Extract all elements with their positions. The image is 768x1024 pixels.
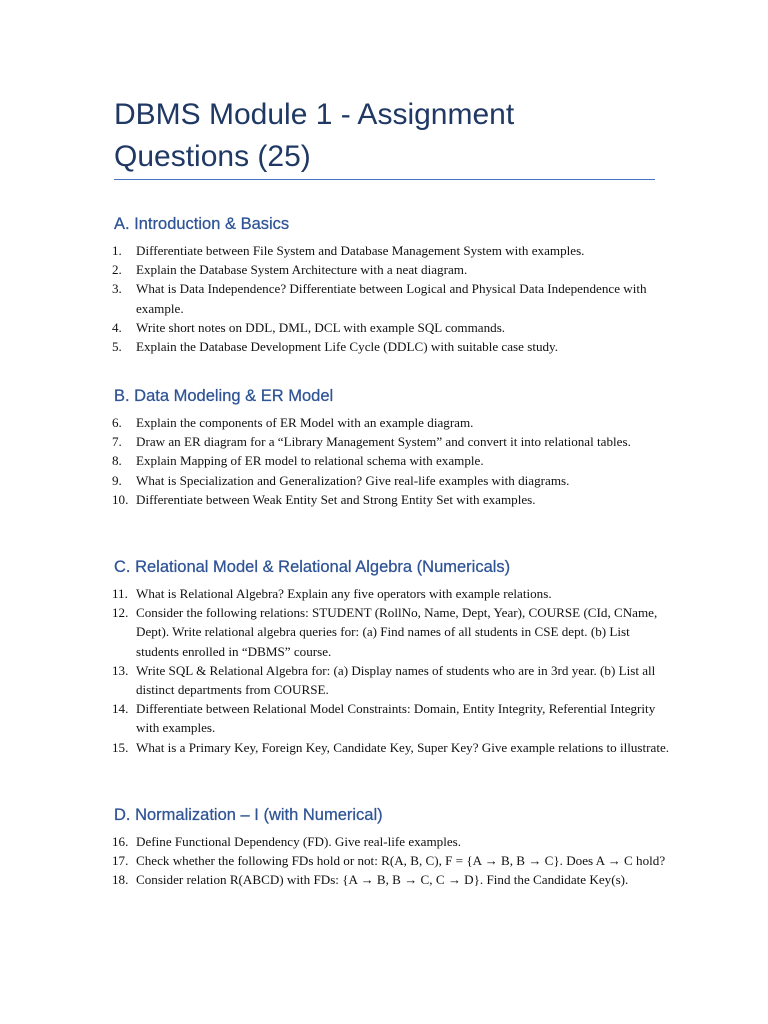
section-heading: D. Normalization – I (with Numerical) <box>114 806 383 824</box>
question-item <box>114 260 674 279</box>
question-number: 2. <box>112 262 122 278</box>
section-normalization <box>114 804 674 890</box>
question-item <box>114 279 674 317</box>
section-heading: A. Introduction & Basics <box>114 215 290 233</box>
question-text: Differentiate between Weak Entity Set and Strong Entity Set with examples. <box>136 491 536 507</box>
page-title: DBMS Module 1 - Assignment Questions (25) <box>114 98 515 173</box>
question-text: Write short notes on DDL, DML, DCL with example SQL commands. <box>136 319 506 335</box>
question-number: 1. <box>112 243 122 258</box>
question-list <box>114 413 674 509</box>
question-number: 18. <box>112 872 129 888</box>
question-item <box>114 851 674 870</box>
question-text: Differentiate between Relational Model Constraints: Domain, Entity Integrity, Referential Integrity with examples. <box>136 701 656 736</box>
section-heading: B. Data Modeling & ER Model <box>114 387 334 405</box>
question-number: 5. <box>112 339 122 355</box>
question-number: 7. <box>112 434 122 450</box>
question-text: What is Data Independence? Differentiate between Logical and Physical Data Independence with example. <box>136 281 647 316</box>
question-list <box>114 584 674 757</box>
question-text: Check whether the following FDs hold or not: R(A, B, C), F = {A → B, B → C}. Does A → C hold? <box>136 853 666 869</box>
question-number: 6. <box>112 415 122 430</box>
question-text: Consider relation R(ABCD) with FDs: {A → B, B → C, C → D}. Find the Candidate Key(s). <box>136 872 629 888</box>
question-text: What is Specialization and Generalization? Give real-life examples with diagrams. <box>136 472 570 488</box>
question-text: Define Functional Dependency (FD). Give real-life examples. <box>136 834 462 849</box>
question-text: What is a Primary Key, Foreign Key, Candidate Key, Super Key? Give example relations to illustrate. <box>136 739 670 755</box>
question-number: 8. <box>112 453 122 469</box>
question-text: Differentiate between File System and Database Management System with examples. <box>136 243 585 258</box>
title-underline <box>114 179 655 180</box>
question-text: Consider the following relations: STUDENT (RollNo, Name, Dept, Year), COURSE (CId, CName, Dept). Write relational algebra queries for: (a) Find names of all students in CSE dept. (b) List students enrolled in “DBMS” course. <box>136 605 658 659</box>
question-item <box>114 870 674 889</box>
question-number: 17. <box>112 853 129 869</box>
question-item <box>114 699 674 737</box>
question-number: 11. <box>112 586 128 601</box>
question-item <box>114 584 674 603</box>
question-number: 12. <box>112 605 129 621</box>
question-text: What is Relational Algebra? Explain any five operators with example relations. <box>136 586 552 601</box>
question-text: Write SQL & Relational Algebra for: (a) Display names of students who are in 3rd year. (b) List all distinct departments from COURSE. <box>136 662 656 698</box>
question-item <box>114 337 674 356</box>
section-heading: C. Relational Model & Relational Algebra (Numericals) <box>114 558 511 576</box>
question-item <box>114 318 674 337</box>
question-text: Draw an ER diagram for a “Library Management System” and convert it into relational tables. <box>136 434 631 450</box>
question-number: 15. <box>112 739 129 755</box>
question-number: 4. <box>112 319 122 335</box>
question-text: Explain Mapping of ER model to relational schema with example. <box>136 453 484 469</box>
question-item <box>114 832 674 851</box>
question-item <box>114 471 674 490</box>
question-list <box>114 832 674 890</box>
question-number: 14. <box>112 701 129 717</box>
section-relational-model-algebra <box>114 556 674 757</box>
question-item <box>114 490 674 509</box>
question-text: Explain the components of ER Model with an example diagram. <box>136 415 474 430</box>
question-list <box>114 241 674 356</box>
question-number: 13. <box>112 662 129 678</box>
question-text: Explain the Database Development Life Cycle (DDLC) with suitable case study. <box>136 339 559 355</box>
question-number: 9. <box>112 472 122 488</box>
question-item <box>114 241 674 260</box>
question-text: Explain the Database System Architecture with a neat diagram. <box>136 262 468 278</box>
question-number: 10. <box>112 491 129 507</box>
question-item <box>114 603 674 661</box>
question-item <box>114 661 674 699</box>
question-item <box>114 451 674 470</box>
section-introduction-basics <box>114 213 674 356</box>
section-data-modeling-er <box>114 385 674 509</box>
question-item <box>114 432 674 451</box>
question-item <box>114 738 674 757</box>
question-number: 16. <box>112 834 129 849</box>
question-item <box>114 413 674 432</box>
question-number: 3. <box>112 281 122 297</box>
